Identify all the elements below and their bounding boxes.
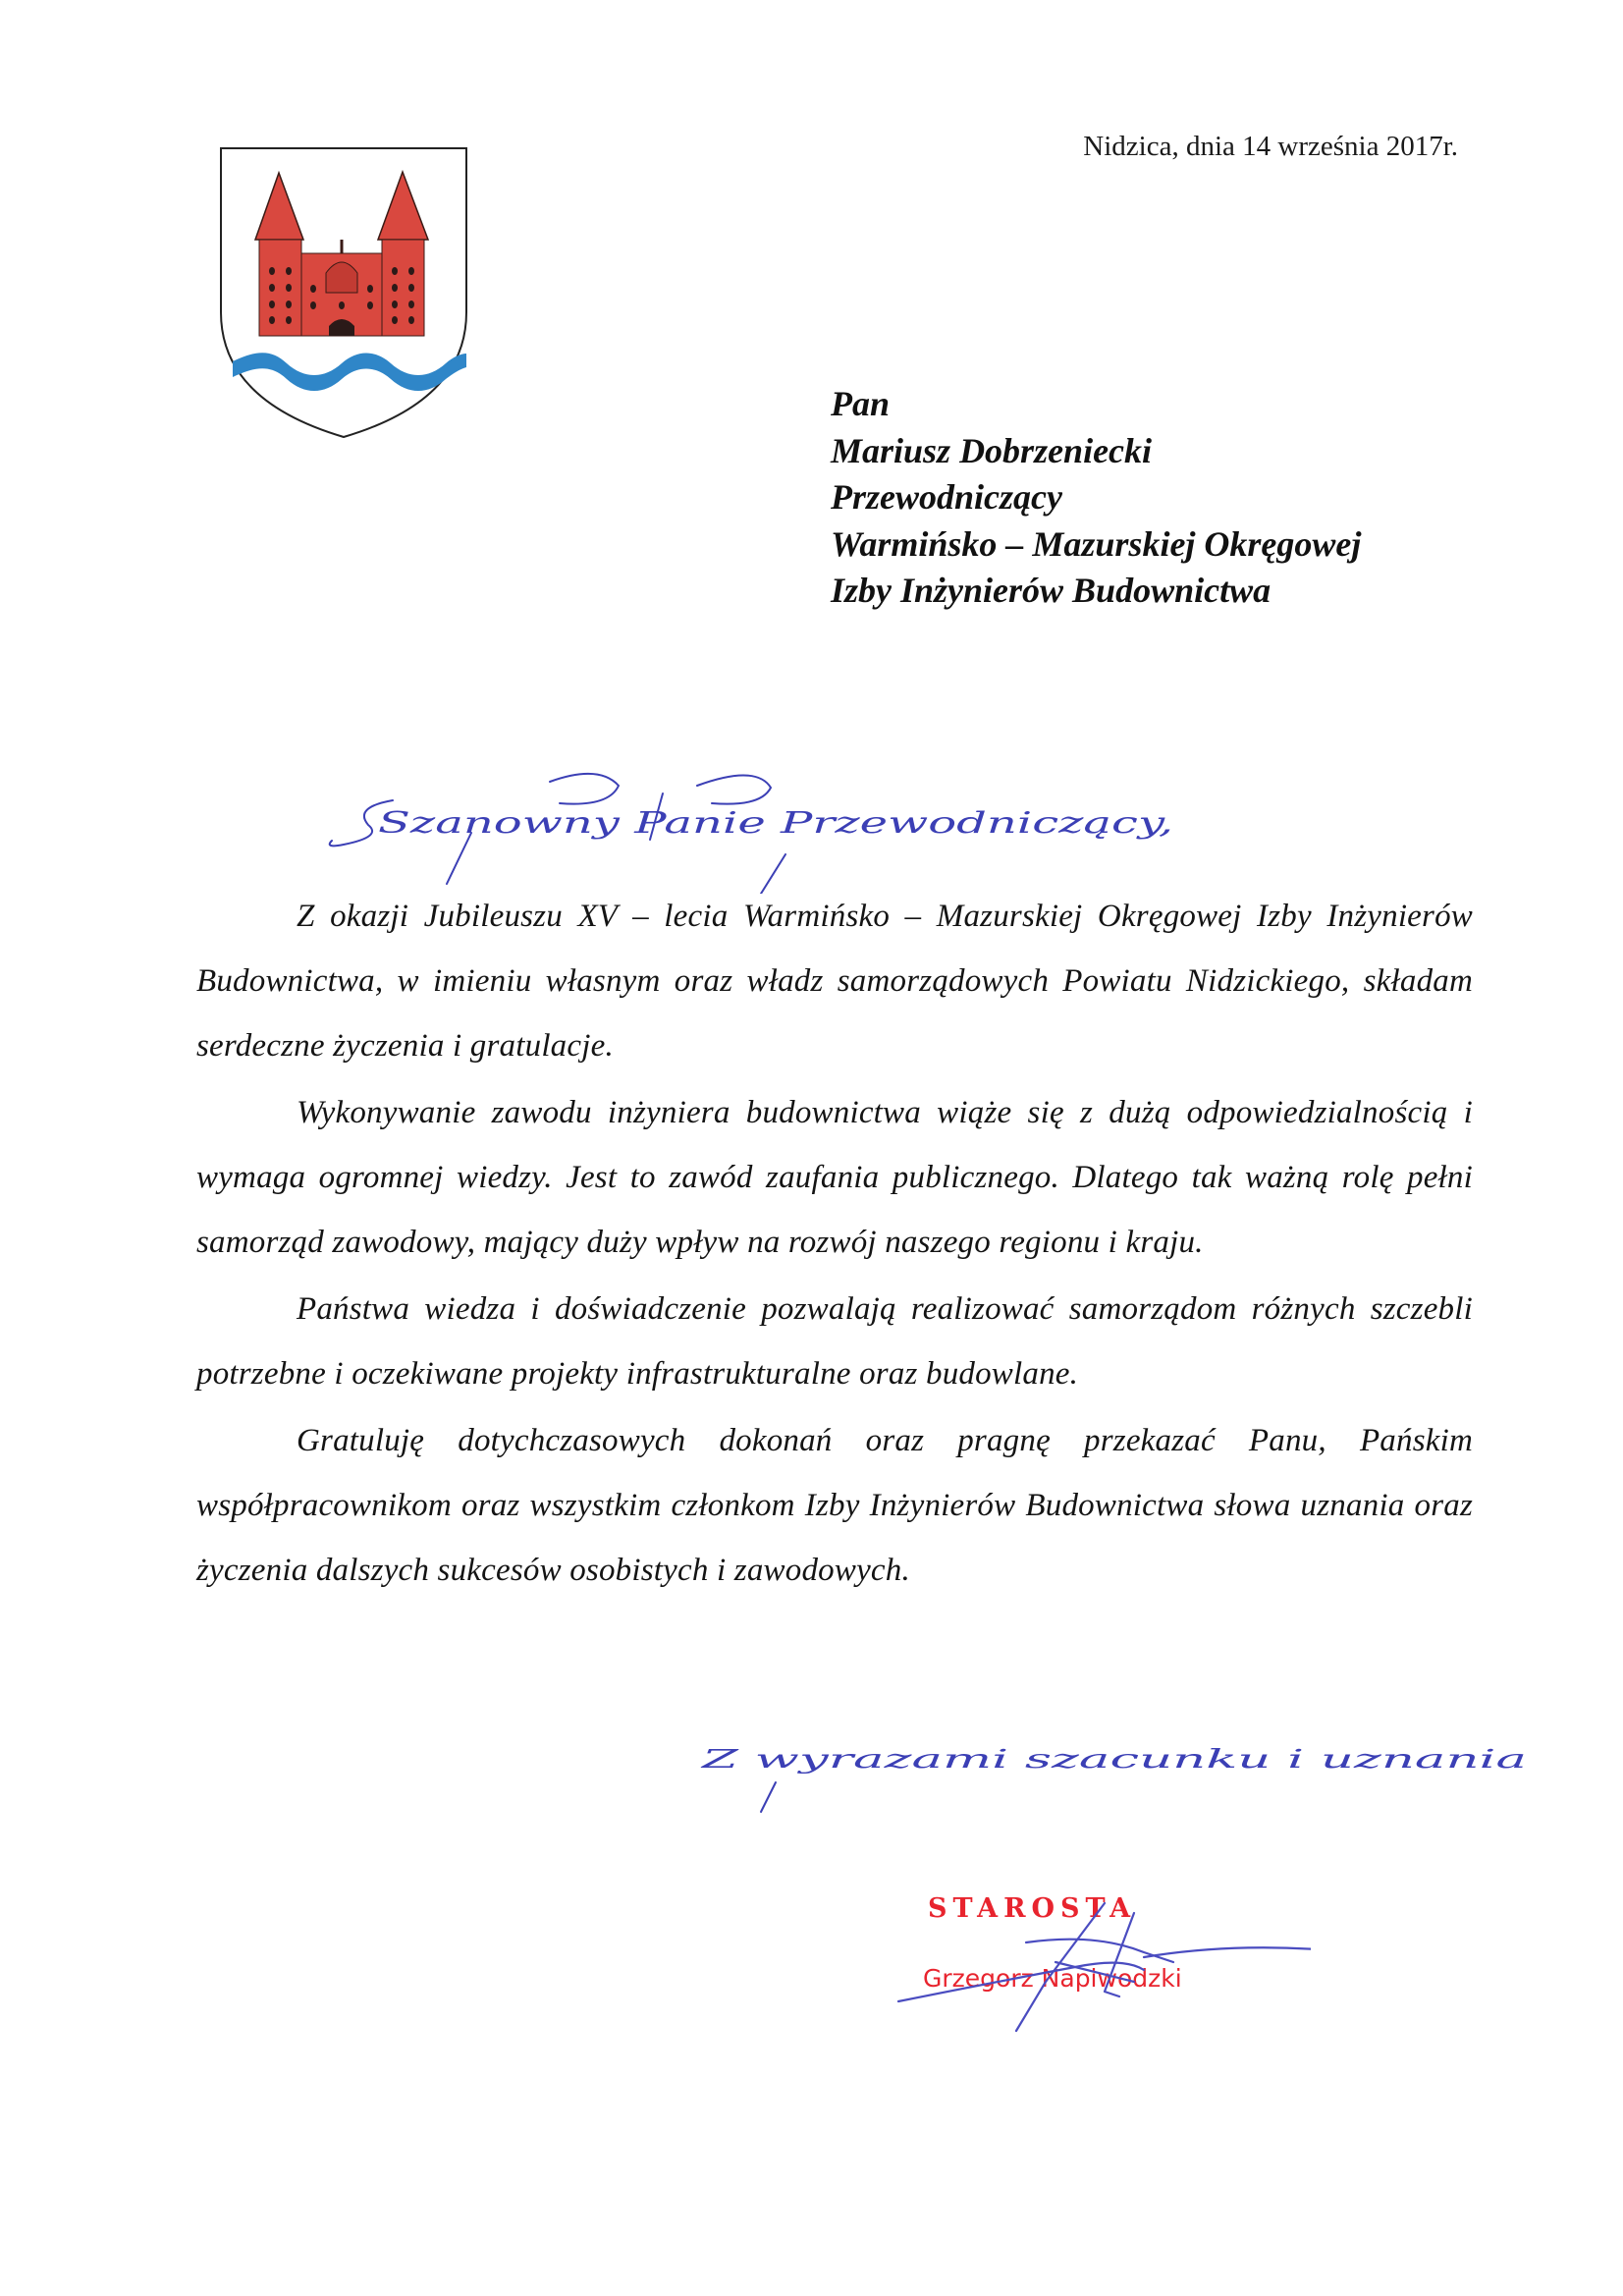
recipient-organization-line-2: Izby Inżynierów Budownictwa	[831, 571, 1271, 610]
body-paragraph-1: Z okazji Jubileuszu XV – lecia Warmińsko – Mazurskiej Okręgowej Izby Inżynierów Budownictwa, w imieniu własnym oraz władz samorządowych Powiatu Nidzickiego, składam serdeczne życzenia i gratulacje.	[196, 899, 1473, 1064]
stamp-title: STAROSTA	[928, 1893, 1137, 1924]
place-and-date: Nidzica, dnia 14 września 2017r.	[1083, 131, 1458, 162]
letter-body	[196, 884, 1473, 1605]
body-paragraph-2: Wykonywanie zawodu inżyniera budownictwa wiąże się z dużą odpowiedzialnością i wymaga ogromnej wiedzy. Jest to zawód zaufania publicznego. Dlatego tak ważną rolę pełni samorząd zawodowy, mający duży wpływ na rozwój naszego regionu i kraju.	[196, 1095, 1473, 1260]
stamp-name: Grzegorz Napiwodzki	[923, 1964, 1182, 1993]
recipient-address	[831, 381, 1361, 615]
official-stamp	[923, 1884, 1316, 2050]
castle-wall	[259, 240, 301, 336]
recipient-name: Mariusz Dobrzeniecki	[831, 430, 1153, 470]
salutation-text: Szanowny Panie Przewodniczący,	[378, 806, 1173, 841]
recipient-salutation: Pan	[831, 384, 891, 423]
closing-text: Z wyrazami szacunku i uznania	[699, 1745, 1527, 1775]
body-paragraph-4: Gratuluję dotychczasowych dokonań oraz pragnę przekazać Panu, Pańskim współpracownikom oraz wszystkim członkom Izby Inżynierów Budownictwa słowa uznania oraz życzenia dalszych sukcesów osobistych i zawodowych.	[196, 1423, 1473, 1588]
handwritten-salutation	[324, 746, 1227, 894]
recipient-position: Przewodniczący	[831, 477, 1062, 517]
coat-of-arms-icon	[218, 145, 471, 440]
handwritten-signature-icon	[879, 1884, 1311, 2050]
recipient-organization-line-1: Warmińsko – Mazurskiej Okręgowej	[831, 523, 1362, 564]
handwritten-closing	[687, 1714, 1551, 1831]
body-paragraph-3: Państwa wiedza i doświadczenie pozwalają realizować samorządom różnych szczebli potrzebne i oczekiwane projekty infrastrukturalne oraz budowlane.	[196, 1291, 1473, 1392]
